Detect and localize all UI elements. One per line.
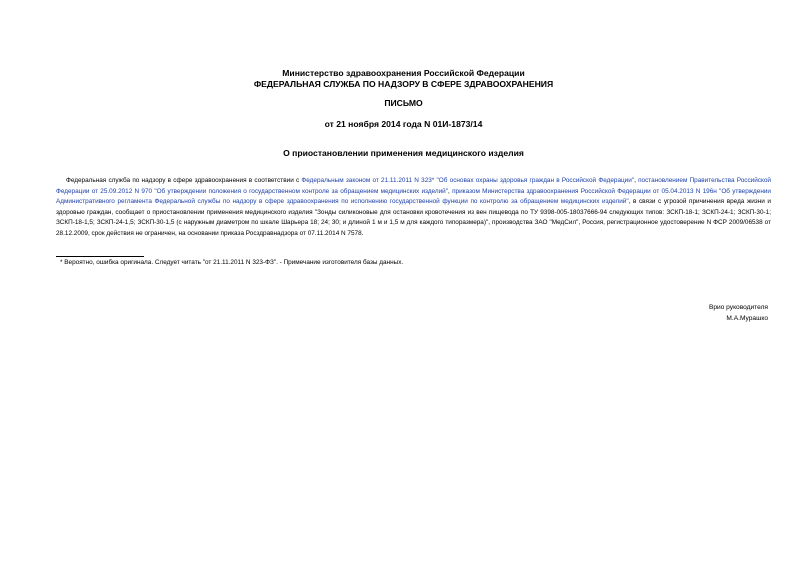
signatory-name: М.А.Мурашко	[726, 315, 768, 322]
body-paragraph	[56, 176, 771, 239]
document-type: ПИСЬМО	[384, 98, 423, 108]
body-text-segment: Федеральная служба по надзору в сфере здравоохранения в соответствии с	[66, 177, 302, 184]
ministry-name: Министерство здравоохранения Российской Федерации	[282, 68, 525, 78]
body-text-segment: ,	[448, 187, 453, 195]
government-decree-link[interactable]: постановлением Правительства Российской Федерации от 25.09.2012 N 970 "Об утверждении положения о государственном контроле за обращением медицинских изделий"	[56, 177, 771, 195]
federal-law-link[interactable]: Федеральным законом от 21.11.2011 N 323* "Об основах охраны здоровья граждан в Российской Федерации"	[301, 177, 635, 184]
document-subject: О приостановлении применения медицинского изделия	[283, 148, 524, 158]
footnote-divider	[56, 256, 144, 257]
body-text-segment: , в связи с угрозой причинения вреда жизни и здоровью граждан, сообщает о приостановлении применения медицинского изделия "Зонды силиконовые для остановки кровотечения из вен пищевода по ТУ 9398-005-18037666-94 следующих типов: ЗСКП-18-1; ЗСКП-24-1; ЗСКП-30-1; ЗСКП-18-1,5; ЗСКП-24-1,5; ЗСКП-30-1,5 (с наружным диаметром по шкале Шарьера 18; 24; 30; и длиной 1 м и 1,5 м для каждого типоразмера)", производства ЗАО "МедСил", Россия, регистрационное удостоверение N ФСР 2009/06538 от 28.12.2009, срок действия не ограничен, на основании приказа Росздравнадзора от 07.11.2014 N 7578.	[56, 198, 772, 237]
footnote: * Вероятно, ошибка оригинала. Следует читать "от 21.11.2011 N 323-ФЗ". - Примечание изготовителя базы данных.	[60, 259, 404, 266]
body-text-segment: ,	[634, 177, 639, 184]
signature-block	[709, 302, 768, 324]
signatory-position: Врио руководителя	[708, 304, 768, 311]
service-name: ФЕДЕРАЛЬНАЯ СЛУЖБА ПО НАДЗОРУ В СФЕРЕ ЗДРАВООХРАНЕНИЯ	[253, 79, 554, 89]
document-date-number: от 21 ноября 2014 года N 01И-1873/14	[324, 119, 483, 129]
ministry-order-link[interactable]: приказом Министерства здравоохранения Российской Федерации от 05.04.2013 N 196н "Об утверждении Административного регламента Федеральной службы по надзору в сфере здравоохранения по исполнению государственной функции по контролю за обращением медицинских изделий"	[56, 187, 771, 205]
